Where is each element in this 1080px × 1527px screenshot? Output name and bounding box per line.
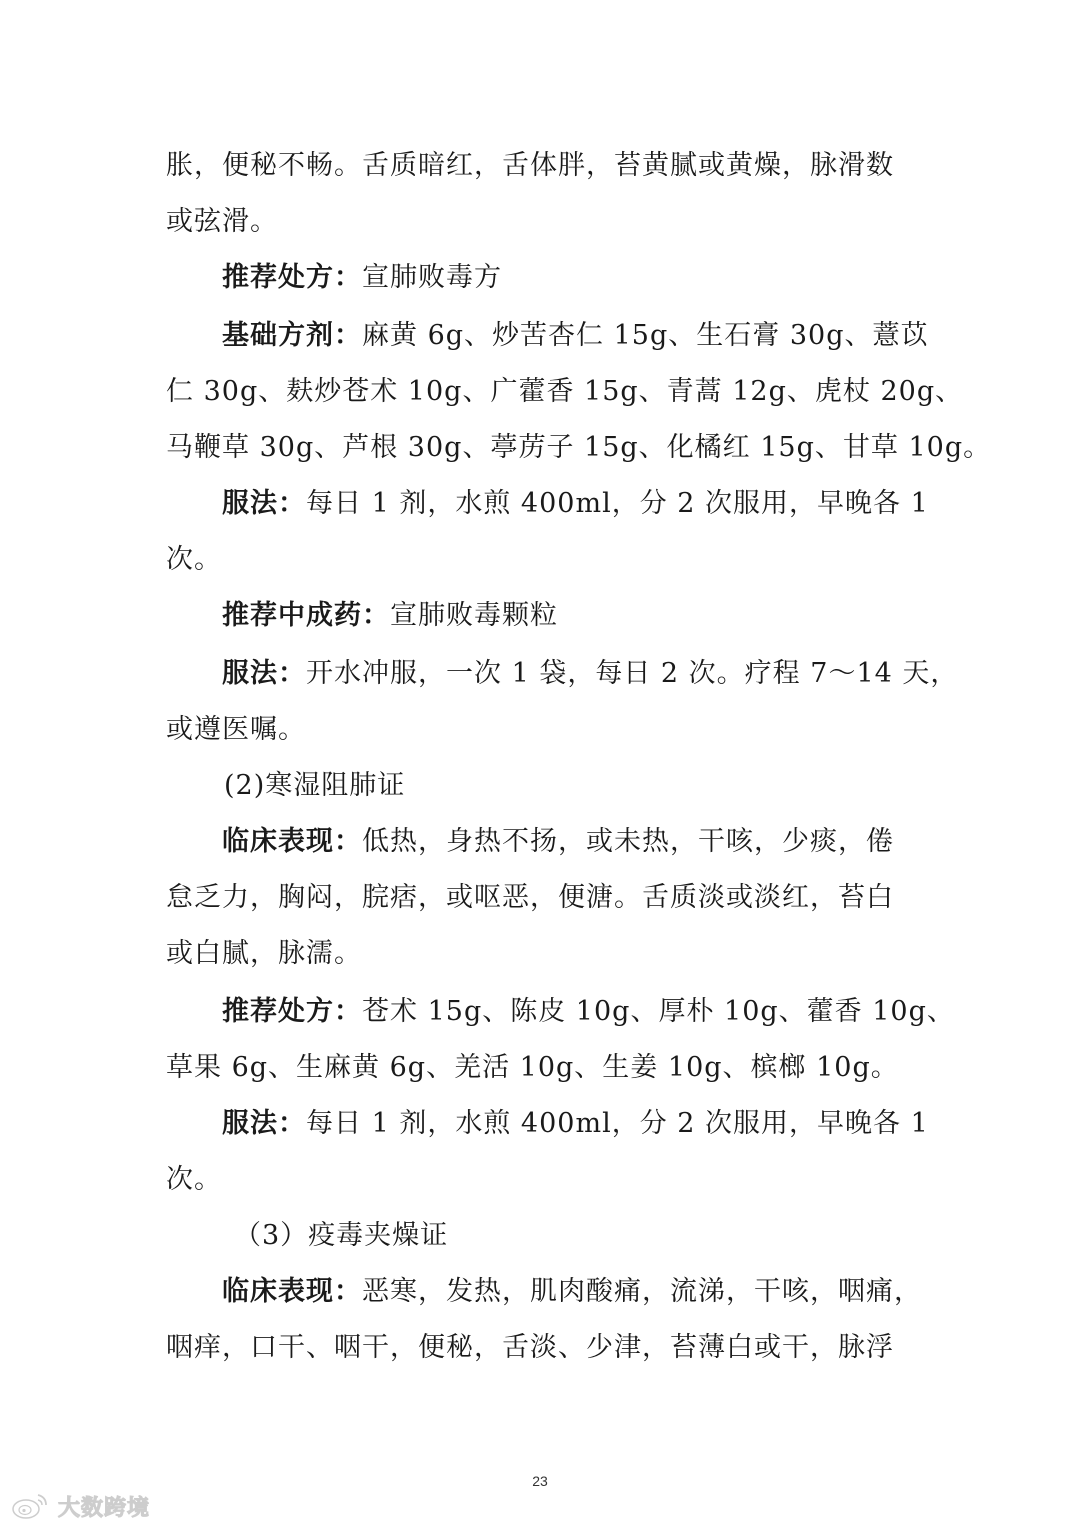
field-label: 服法： — [222, 1108, 306, 1139]
text-line: 次。 — [166, 1164, 222, 1195]
field-label: 服法： — [222, 488, 306, 519]
field-label: 推荐中成药： — [222, 600, 390, 631]
section-heading: （3）疫毒夹燥证 — [234, 1220, 449, 1251]
patent-medicine-line: 推荐中成药：宣肺败毒颗粒 — [222, 600, 558, 631]
usage-line: 服法：每日 1 剂，水煎 400ml，分 2 次服用，早晚各 1 — [222, 1108, 929, 1139]
clinical-manifestation-line: 临床表现：恶寒，发热，肌肉酸痛，流涕，干咳，咽痛， — [222, 1276, 922, 1307]
text-line: 咽痒，口干、咽干，便秘，舌淡、少津，苔薄白或干，脉浮 — [166, 1332, 894, 1363]
weibo-logo-icon — [10, 1491, 50, 1521]
prescription-line: 推荐处方：宣肺败毒方 — [222, 262, 502, 293]
prescription-line: 推荐处方：苍术 15g、陈皮 10g、厚朴 10g、藿香 10g、 — [222, 996, 955, 1027]
text-line: 或弦滑。 — [166, 206, 278, 237]
text-line: 次。 — [166, 544, 222, 575]
section-heading: (2)寒湿阻肺证 — [224, 770, 406, 801]
field-label: 临床表现： — [222, 1276, 362, 1307]
text-line: 胀，便秘不畅。舌质暗红，舌体胖，苔黄腻或黄燥，脉滑数 — [166, 150, 894, 181]
text-line: 仁 30g、麸炒苍术 10g、广藿香 15g、青蒿 12g、虎杖 20g、 — [166, 376, 964, 407]
base-formula-line: 基础方剂：麻黄 6g、炒苦杏仁 15g、生石膏 30g、薏苡 — [222, 320, 929, 351]
page-number: 23 — [532, 1473, 548, 1489]
clinical-manifestation-line: 临床表现：低热，身热不扬，或未热，干咳，少痰，倦 — [222, 826, 894, 857]
watermark — [10, 1490, 150, 1522]
text-line: 草果 6g、生麻黄 6g、羌活 10g、生姜 10g、槟榔 10g。 — [166, 1052, 899, 1083]
text-line: 怠乏力，胸闷，脘痞，或呕恶，便溏。舌质淡或淡红，苔白 — [166, 882, 894, 913]
usage-line: 服法：开水冲服，一次 1 袋，每日 2 次。疗程 7～14 天， — [222, 658, 959, 689]
watermark-text: 大数跨境 — [58, 1495, 151, 1521]
field-label: 服法： — [222, 658, 306, 689]
field-label: 推荐处方： — [222, 262, 362, 293]
text-line: 或遵医嘱。 — [166, 714, 306, 745]
text-line: 或白腻，脉濡。 — [166, 938, 362, 969]
field-label: 推荐处方： — [222, 996, 362, 1027]
field-label: 基础方剂： — [222, 320, 362, 351]
field-label: 临床表现： — [222, 826, 362, 857]
text-line: 马鞭草 30g、芦根 30g、葶苈子 15g、化橘红 15g、甘草 10g。 — [166, 432, 992, 463]
usage-line: 服法：每日 1 剂，水煎 400ml，分 2 次服用，早晚各 1 — [222, 488, 929, 519]
